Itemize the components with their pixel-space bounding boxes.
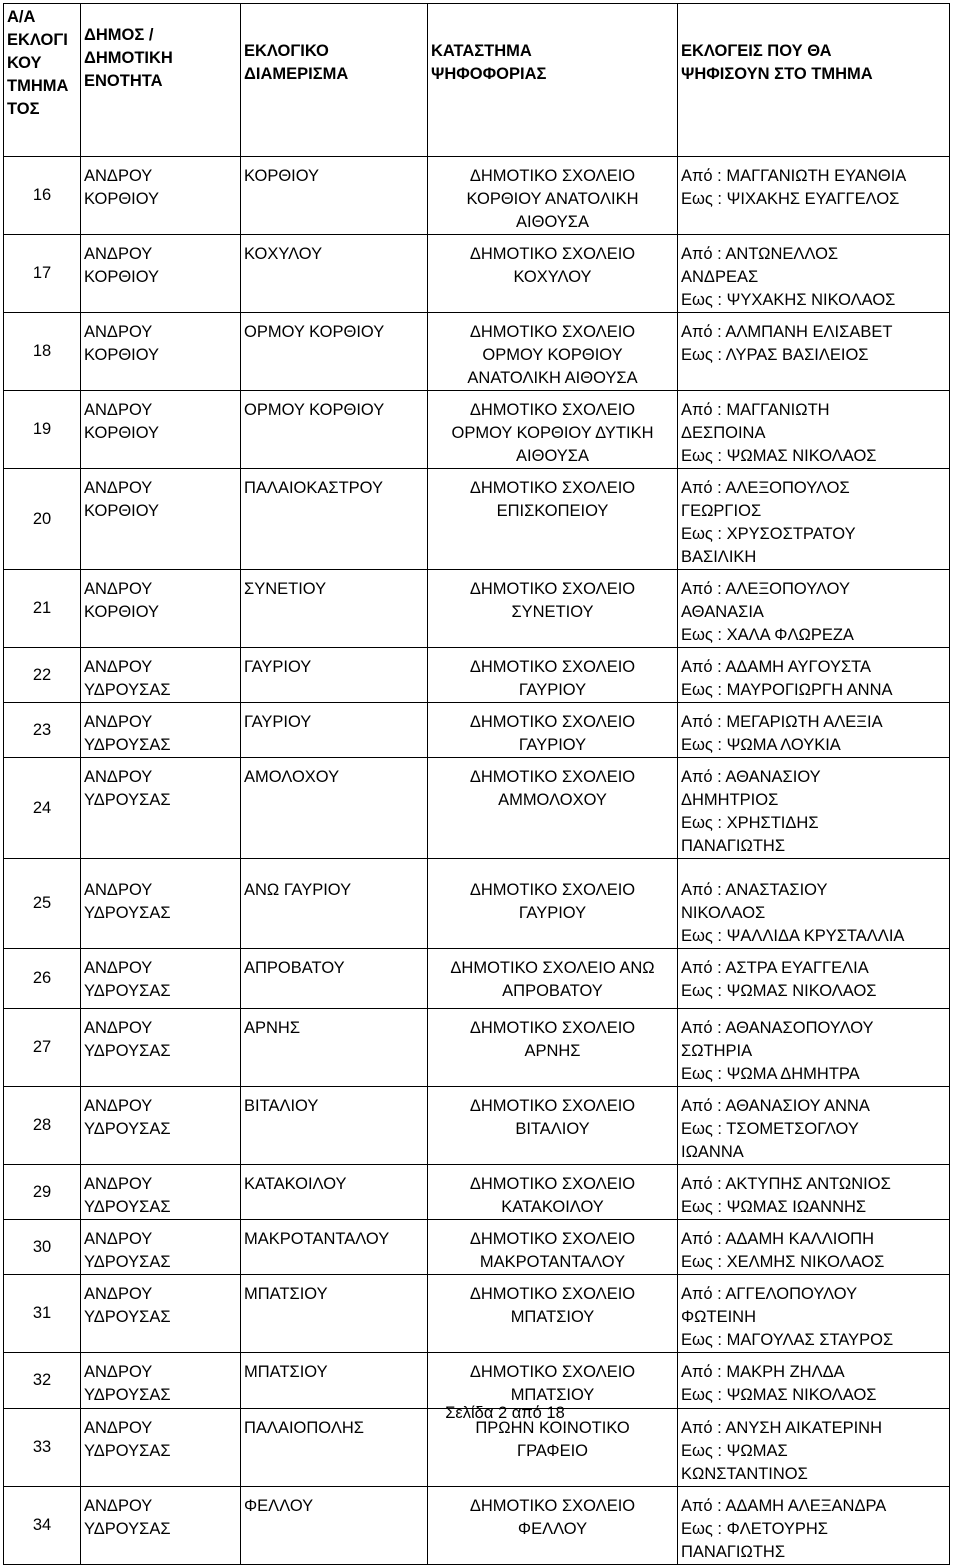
- row-district: ΓΑΥΡΙΟΥ: [241, 703, 428, 758]
- row-voters: Από : ΜΑΓΓΑΝΙΩΤΗ ΔΕΣΠΟΙΝΑ Εως : ΨΩΜΑΣ ΝΙΚΟΛΑΟΣ: [678, 391, 950, 469]
- row-district: ΓΑΥΡΙΟΥ: [241, 648, 428, 703]
- row-number: 28: [4, 1087, 81, 1165]
- row-number: 27: [4, 1009, 81, 1087]
- row-municipality: ΑΝΔΡΟΥ ΚΟΡΘΙΟΥ: [81, 391, 241, 469]
- row-voters: Από : ΑΓΓΕΛΟΠΟΥΛΟΥ ΦΩΤΕΙΝΗ Εως : ΜΑΓΟΥΛΑΣ ΣΤΑΥΡΟΣ: [678, 1275, 950, 1353]
- row-station: ΔΗΜΟΤΙΚΟ ΣΧΟΛΕΙΟ ΓΑΥΡΙΟΥ: [428, 703, 678, 758]
- header-row: [4, 4, 950, 157]
- row-municipality: ΑΝΔΡΟΥ ΥΔΡΟΥΣΑΣ: [81, 1165, 241, 1220]
- table-row: [4, 758, 950, 859]
- row-station: ΔΗΜΟΤΙΚΟ ΣΧΟΛΕΙΟ ΜΑΚΡΟΤΑΝΤΑΛΟΥ: [428, 1220, 678, 1275]
- row-district: ΒΙΤΑΛΙΟΥ: [241, 1087, 428, 1165]
- row-municipality: ΑΝΔΡΟΥ ΥΔΡΟΥΣΑΣ: [81, 648, 241, 703]
- polling-stations-table: [3, 3, 950, 1565]
- row-municipality: ΑΝΔΡΟΥ ΚΟΡΘΙΟΥ: [81, 157, 241, 235]
- row-municipality: ΑΝΔΡΟΥ ΥΔΡΟΥΣΑΣ: [81, 949, 241, 1009]
- row-district: ΑΝΩ ΓΑΥΡΙΟΥ: [241, 859, 428, 949]
- row-district: ΜΠΑΤΣΙΟΥ: [241, 1275, 428, 1353]
- table-row: [4, 157, 950, 235]
- header-municipality: ΔΗΜΟΣ / ΔΗΜΟΤΙΚΗ ΕΝΟΤΗΤΑ: [81, 4, 241, 157]
- row-municipality: ΑΝΔΡΟΥ ΥΔΡΟΥΣΑΣ: [81, 1353, 241, 1409]
- row-number: 33: [4, 1409, 81, 1487]
- row-municipality: ΑΝΔΡΟΥ ΥΔΡΟΥΣΑΣ: [81, 703, 241, 758]
- row-number: 24: [4, 758, 81, 859]
- row-voters: Από : ΑΘΑΝΑΣΙΟΥ ΑΝΝΑ Εως : ΤΣΟΜΕΤΣΟΓΛΟΥ ΙΩΑΝΝΑ: [678, 1087, 950, 1165]
- row-station: ΔΗΜΟΤΙΚΟ ΣΧΟΛΕΙΟ ΜΠΑΤΣΙΟΥ: [428, 1353, 678, 1409]
- row-number: 21: [4, 570, 81, 648]
- row-number: 20: [4, 469, 81, 570]
- row-number: 25: [4, 859, 81, 949]
- row-voters: Από : ΑΝΑΣΤΑΣΙΟΥ ΝΙΚΟΛΑΟΣ Εως : ΨΑΛΛΙΔΑ ΚΡΥΣΤΑΛΛΙΑ: [678, 859, 950, 949]
- row-station: ΔΗΜΟΤΙΚΟ ΣΧΟΛΕΙΟ ΟΡΜΟΥ ΚΟΡΘΙΟΥ ΔΥΤΙΚΗ ΑΙΘΟΥΣΑ: [428, 391, 678, 469]
- row-municipality: ΑΝΔΡΟΥ ΚΟΡΘΙΟΥ: [81, 313, 241, 391]
- header-station: ΚΑΤΑΣΤΗΜΑ ΨΗΦΟΦΟΡΙΑΣ: [428, 4, 678, 157]
- header-number: Α/Α ΕΚΛΟΓΙ ΚΟΥ ΤΜΗΜΑ ΤΟΣ: [4, 4, 81, 157]
- row-station: ΔΗΜΟΤΙΚΟ ΣΧΟΛΕΙΟ ΟΡΜΟΥ ΚΟΡΘΙΟΥ ΑΝΑΤΟΛΙΚΗ ΑΙΘΟΥΣΑ: [428, 313, 678, 391]
- row-station: ΔΗΜΟΤΙΚΟ ΣΧΟΛΕΙΟ ΣΥΝΕΤΙΟΥ: [428, 570, 678, 648]
- row-district: ΠΑΛΑΙΟΚΑΣΤΡΟΥ: [241, 469, 428, 570]
- table-row: [4, 949, 950, 1009]
- row-number: 32: [4, 1353, 81, 1409]
- row-municipality: ΑΝΔΡΟΥ ΥΔΡΟΥΣΑΣ: [81, 1409, 241, 1487]
- row-municipality: ΑΝΔΡΟΥ ΥΔΡΟΥΣΑΣ: [81, 859, 241, 949]
- header-district: ΕΚΛΟΓΙΚΟ ΔΙΑΜΕΡΙΣΜΑ: [241, 4, 428, 157]
- row-municipality: ΑΝΔΡΟΥ ΥΔΡΟΥΣΑΣ: [81, 1220, 241, 1275]
- row-number: 19: [4, 391, 81, 469]
- row-municipality: ΑΝΔΡΟΥ ΚΟΡΘΙΟΥ: [81, 469, 241, 570]
- row-voters: Από : ΑΘΑΝΑΣΟΠΟΥΛΟΥ ΣΩΤΗΡΙΑ Εως : ΨΩΜΑ ΔΗΜΗΤΡΑ: [678, 1009, 950, 1087]
- table-row: [4, 1353, 950, 1409]
- row-district: ΑΜΟΛΟΧΟΥ: [241, 758, 428, 859]
- row-district: ΑΠΡΟΒΑΤΟΥ: [241, 949, 428, 1009]
- row-voters: Από : ΜΑΓΓΑΝΙΩΤΗ ΕΥΑΝΘΙΑ Εως : ΨΙΧΑΚΗΣ ΕΥΑΓΓΕΛΟΣ: [678, 157, 950, 235]
- row-station: ΔΗΜΟΤΙΚΟ ΣΧΟΛΕΙΟ ΑΝΩ ΑΠΡΟΒΑΤΟΥ: [428, 949, 678, 1009]
- row-district: ΟΡΜΟΥ ΚΟΡΘΙΟΥ: [241, 391, 428, 469]
- row-voters: Από : ΑΛΕΞΟΠΟΥΛΟΥ ΑΘΑΝΑΣΙΑ Εως : ΧΑΛΑ ΦΛΩΡΕΖΑ: [678, 570, 950, 648]
- row-district: ΦΕΛΛΟΥ: [241, 1487, 428, 1565]
- row-district: ΚΟΡΘΙΟΥ: [241, 157, 428, 235]
- row-municipality: ΑΝΔΡΟΥ ΥΔΡΟΥΣΑΣ: [81, 758, 241, 859]
- table-row: [4, 859, 950, 949]
- row-district: ΚΟΧΥΛΟΥ: [241, 235, 428, 313]
- row-number: 17: [4, 235, 81, 313]
- row-district: ΚΑΤΑΚΟΙΛΟΥ: [241, 1165, 428, 1220]
- row-voters: Από : ΑΔΑΜΗ ΑΛΕΞΑΝΔΡΑ Εως : ΦΛΕΤΟΥΡΗΣ ΠΑΝΑΓΙΩΤΗΣ: [678, 1487, 950, 1565]
- row-station: ΔΗΜΟΤΙΚΟ ΣΧΟΛΕΙΟ ΑΡΝΗΣ: [428, 1009, 678, 1087]
- row-voters: Από : ΜΑΚΡΗ ΖΗΛΔΑ Εως : ΨΩΜΑΣ ΝΙΚΟΛΑΟΣ: [678, 1353, 950, 1409]
- row-voters: Από : ΑΚΤΥΠΗΣ ΑΝΤΩΝΙΟΣ Εως : ΨΩΜΑΣ ΙΩΑΝΝΗΣ: [678, 1165, 950, 1220]
- row-voters: Από : ΑΘΑΝΑΣΙΟΥ ΔΗΜΗΤΡΙΟΣ Εως : ΧΡΗΣΤΙΔΗΣ ΠΑΝΑΓΙΩΤΗΣ: [678, 758, 950, 859]
- table-row: [4, 1009, 950, 1087]
- row-voters: Από : ΑΛΜΠΑΝΗ ΕΛΙΣΑΒΕΤ Εως : ΛΥΡΑΣ ΒΑΣΙΛΕΙΟΣ: [678, 313, 950, 391]
- table-row: [4, 391, 950, 469]
- row-station: ΔΗΜΟΤΙΚΟ ΣΧΟΛΕΙΟ ΑΜΜΟΛΟΧΟΥ: [428, 758, 678, 859]
- row-municipality: ΑΝΔΡΟΥ ΥΔΡΟΥΣΑΣ: [81, 1487, 241, 1565]
- row-number: 18: [4, 313, 81, 391]
- row-station: ΔΗΜΟΤΙΚΟ ΣΧΟΛΕΙΟ ΓΑΥΡΙΟΥ: [428, 648, 678, 703]
- row-municipality: ΑΝΔΡΟΥ ΚΟΡΘΙΟΥ: [81, 235, 241, 313]
- table-row: [4, 235, 950, 313]
- table-row: [4, 469, 950, 570]
- table-row: [4, 570, 950, 648]
- row-station: ΔΗΜΟΤΙΚΟ ΣΧΟΛΕΙΟ ΚΟΡΘΙΟΥ ΑΝΑΤΟΛΙΚΗ ΑΙΘΟΥΣΑ: [428, 157, 678, 235]
- row-voters: Από : ΑΔΑΜΗ ΚΑΛΛΙΟΠΗ Εως : ΧΕΛΜΗΣ ΝΙΚΟΛΑΟΣ: [678, 1220, 950, 1275]
- row-number: 16: [4, 157, 81, 235]
- row-number: 29: [4, 1165, 81, 1220]
- row-number: 34: [4, 1487, 81, 1565]
- row-number: 30: [4, 1220, 81, 1275]
- row-station: ΔΗΜΟΤΙΚΟ ΣΧΟΛΕΙΟ ΚΑΤΑΚΟΙΛΟΥ: [428, 1165, 678, 1220]
- table-row: [4, 1220, 950, 1275]
- table-row: [4, 1275, 950, 1353]
- row-voters: Από : ΑΝΥΣΗ ΑΙΚΑΤΕΡΙΝΗ Εως : ΨΩΜΑΣ ΚΩΝΣΤΑΝΤΙΝΟΣ: [678, 1409, 950, 1487]
- page-footer: Σελίδα 2 από 18: [445, 1404, 565, 1422]
- header-voters: ΕΚΛΟΓΕΙΣ ΠΟΥ ΘΑ ΨΗΦΙΣΟΥΝ ΣΤΟ ΤΜΗΜΑ: [678, 4, 950, 157]
- row-municipality: ΑΝΔΡΟΥ ΚΟΡΘΙΟΥ: [81, 570, 241, 648]
- row-district: ΣΥΝΕΤΙΟΥ: [241, 570, 428, 648]
- row-station: ΔΗΜΟΤΙΚΟ ΣΧΟΛΕΙΟ ΕΠΙΣΚΟΠΕΙΟΥ: [428, 469, 678, 570]
- row-district: ΟΡΜΟΥ ΚΟΡΘΙΟΥ: [241, 313, 428, 391]
- row-number: 31: [4, 1275, 81, 1353]
- row-station: ΔΗΜΟΤΙΚΟ ΣΧΟΛΕΙΟ ΜΠΑΤΣΙΟΥ: [428, 1275, 678, 1353]
- row-district: ΠΑΛΑΙΟΠΟΛΗΣ: [241, 1409, 428, 1487]
- table-row: [4, 648, 950, 703]
- row-voters: Από : ΑΔΑΜΗ ΑΥΓΟΥΣΤΑ Εως : ΜΑΥΡΟΓΙΩΡΓΗ ΑΝΝΑ: [678, 648, 950, 703]
- row-voters: Από : ΜΕΓΑΡΙΩΤΗ ΑΛΕΞΙΑ Εως : ΨΩΜΑ ΛΟΥΚΙΑ: [678, 703, 950, 758]
- row-district: ΜΑΚΡΟΤΑΝΤΑΛΟΥ: [241, 1220, 428, 1275]
- table-row: [4, 1087, 950, 1165]
- row-voters: Από : ΑΝΤΩΝΕΛΛΟΣ ΑΝΔΡΕΑΣ Εως : ΨΥΧΑΚΗΣ ΝΙΚΟΛΑΟΣ: [678, 235, 950, 313]
- row-district: ΑΡΝΗΣ: [241, 1009, 428, 1087]
- table-row: [4, 1165, 950, 1220]
- row-voters: Από : ΑΛΕΞΟΠΟΥΛΟΣ ΓΕΩΡΓΙΟΣ Εως : ΧΡΥΣΟΣΤΡΑΤΟΥ ΒΑΣΙΛΙΚΗ: [678, 469, 950, 570]
- row-municipality: ΑΝΔΡΟΥ ΥΔΡΟΥΣΑΣ: [81, 1009, 241, 1087]
- row-number: 22: [4, 648, 81, 703]
- row-municipality: ΑΝΔΡΟΥ ΥΔΡΟΥΣΑΣ: [81, 1275, 241, 1353]
- row-station: ΔΗΜΟΤΙΚΟ ΣΧΟΛΕΙΟ ΚΟΧΥΛΟΥ: [428, 235, 678, 313]
- row-number: 26: [4, 949, 81, 1009]
- row-station: ΠΡΩΗΝ ΚΟΙΝΟΤΙΚΟ ΓΡΑΦΕΙΟ: [428, 1409, 678, 1487]
- row-station: ΔΗΜΟΤΙΚΟ ΣΧΟΛΕΙΟ ΓΑΥΡΙΟΥ: [428, 859, 678, 949]
- row-voters: Από : ΑΣΤΡΑ ΕΥΑΓΓΕΛΙΑ Εως : ΨΩΜΑΣ ΝΙΚΟΛΑΟΣ: [678, 949, 950, 1009]
- table-row: [4, 1487, 950, 1565]
- row-number: 23: [4, 703, 81, 758]
- table-row: [4, 313, 950, 391]
- table-row: [4, 703, 950, 758]
- row-municipality: ΑΝΔΡΟΥ ΥΔΡΟΥΣΑΣ: [81, 1087, 241, 1165]
- row-station: ΔΗΜΟΤΙΚΟ ΣΧΟΛΕΙΟ ΦΕΛΛΟΥ: [428, 1487, 678, 1565]
- row-district: ΜΠΑΤΣΙΟΥ: [241, 1353, 428, 1409]
- row-station: ΔΗΜΟΤΙΚΟ ΣΧΟΛΕΙΟ ΒΙΤΑΛΙΟΥ: [428, 1087, 678, 1165]
